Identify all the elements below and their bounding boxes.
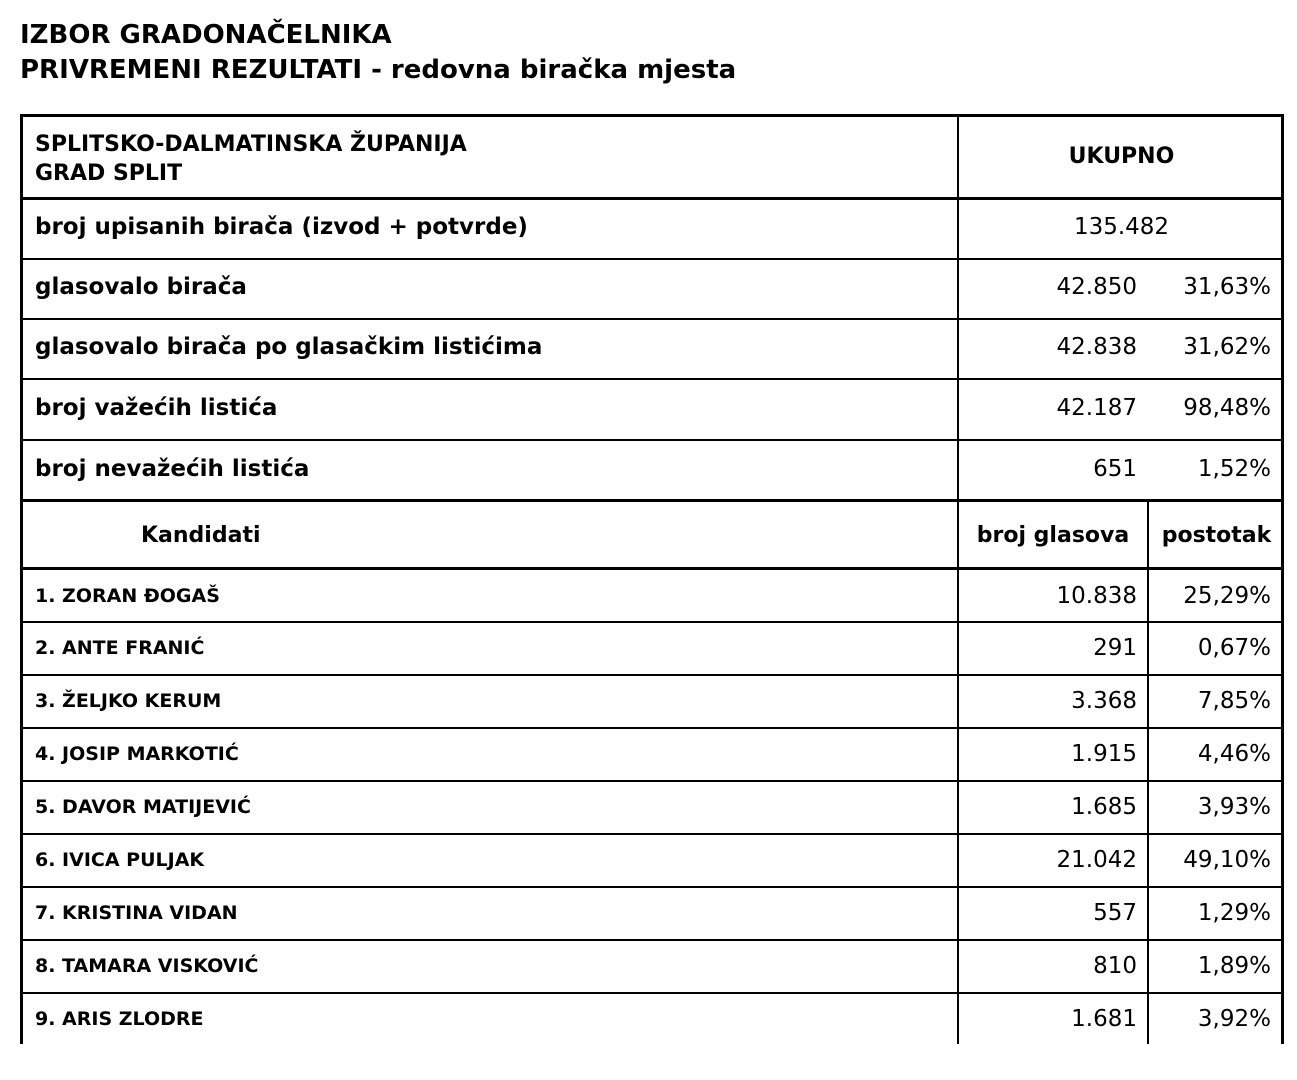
candidate-percent: 49,10%	[1183, 847, 1271, 873]
column-divider	[1147, 994, 1149, 1044]
candidate-name: 7. KRISTINA VIDAN	[35, 902, 238, 924]
column-divider	[957, 994, 959, 1044]
summary-row	[23, 320, 1281, 380]
region-county: SPLITSKO-DALMATINSKA ŽUPANIJA	[35, 132, 467, 157]
candidate-row	[23, 782, 1281, 835]
column-divider	[957, 380, 959, 439]
column-divider	[1147, 941, 1149, 992]
candidate-percent: 1,29%	[1197, 900, 1271, 926]
votes-column-header: broj glasova	[976, 523, 1130, 548]
candidate-name: 3. ŽELJKO KERUM	[35, 690, 222, 712]
total-header: UKUPNO	[1068, 144, 1175, 169]
summary-percent: 98,48%	[1183, 395, 1271, 421]
summary-row	[23, 200, 1281, 260]
summary-count: 135.482	[1073, 214, 1170, 240]
summary-count: 42.850	[1056, 274, 1137, 300]
summary-percent: 31,63%	[1183, 274, 1271, 300]
candidate-votes: 1.915	[1071, 741, 1137, 767]
candidate-row	[23, 941, 1281, 994]
candidate-votes: 3.368	[1071, 688, 1137, 714]
summary-percent: 31,62%	[1183, 334, 1271, 360]
candidate-votes: 810	[1093, 953, 1137, 979]
summary-label: glasovalo birača	[35, 274, 247, 300]
region-city: GRAD SPLIT	[35, 161, 183, 186]
candidate-name: 6. IVICA PULJAK	[35, 849, 205, 871]
column-divider	[1147, 623, 1149, 674]
summary-count: 651	[1093, 456, 1137, 482]
candidate-name: 8. TAMARA VISKOVIĆ	[35, 955, 259, 977]
candidate-percent: 4,46%	[1197, 741, 1271, 767]
candidate-percent: 0,67%	[1197, 635, 1271, 661]
candidates-header-row	[23, 502, 1281, 570]
summary-percent: 1,52%	[1197, 456, 1271, 482]
column-divider	[957, 570, 959, 621]
column-divider	[957, 835, 959, 886]
candidate-name: 2. ANTE FRANIĆ	[35, 637, 205, 659]
summary-row	[23, 380, 1281, 441]
column-divider	[957, 941, 959, 992]
summary-label: broj nevažećih listića	[35, 456, 310, 482]
summary-count: 42.187	[1056, 395, 1137, 421]
candidate-row	[23, 570, 1281, 623]
candidate-name: 4. JOSIP MARKOTIĆ	[35, 743, 239, 765]
column-divider	[957, 676, 959, 727]
summary-row	[23, 260, 1281, 320]
column-divider	[957, 729, 959, 780]
region-header-row	[23, 117, 1281, 200]
column-divider	[1147, 835, 1149, 886]
column-divider	[1147, 782, 1149, 833]
column-divider	[957, 623, 959, 674]
candidate-percent: 7,85%	[1197, 688, 1271, 714]
column-divider	[957, 320, 959, 378]
results-table	[20, 114, 1284, 1044]
candidate-row	[23, 994, 1281, 1044]
summary-count: 42.838	[1056, 334, 1137, 360]
column-divider	[957, 260, 959, 318]
column-divider	[957, 888, 959, 939]
title-line-2: PRIVREMENI REZULTATI - redovna biračka mjesta	[20, 55, 737, 85]
candidate-votes: 10.838	[1056, 583, 1137, 609]
candidate-votes: 21.042	[1056, 847, 1137, 873]
percent-column-header: postotak	[1161, 523, 1272, 548]
candidate-row	[23, 676, 1281, 729]
summary-row	[23, 441, 1281, 502]
column-divider	[1147, 570, 1149, 621]
summary-label: glasovalo birača po glasačkim listićima	[35, 334, 543, 360]
candidate-name: 5. DAVOR MATIJEVIĆ	[35, 796, 251, 818]
candidate-row	[23, 729, 1281, 782]
candidate-votes: 291	[1093, 635, 1137, 661]
column-divider	[957, 782, 959, 833]
candidate-votes: 557	[1093, 900, 1137, 926]
column-divider	[1147, 729, 1149, 780]
candidate-row	[23, 623, 1281, 676]
column-divider	[1147, 676, 1149, 727]
column-divider	[1147, 888, 1149, 939]
candidate-name: 9. ARIS ZLODRE	[35, 1008, 204, 1030]
candidate-percent: 1,89%	[1197, 953, 1271, 979]
candidates-column-header: Kandidati	[141, 523, 261, 548]
candidate-percent: 25,29%	[1183, 583, 1271, 609]
page-title	[20, 18, 736, 88]
summary-label: broj upisanih birača (izvod + potvrde)	[35, 214, 528, 240]
candidate-percent: 3,93%	[1197, 794, 1271, 820]
region-name	[35, 130, 467, 188]
candidate-votes: 1.685	[1071, 794, 1137, 820]
candidate-row	[23, 888, 1281, 941]
summary-label: broj važećih listića	[35, 395, 278, 421]
candidate-name: 1. ZORAN ĐOGAŠ	[35, 585, 220, 607]
column-divider	[957, 441, 959, 499]
candidate-percent: 3,92%	[1197, 1006, 1271, 1032]
candidate-votes: 1.681	[1071, 1006, 1137, 1032]
candidate-row	[23, 835, 1281, 888]
title-line-1: IZBOR GRADONAČELNIKA	[20, 20, 392, 50]
